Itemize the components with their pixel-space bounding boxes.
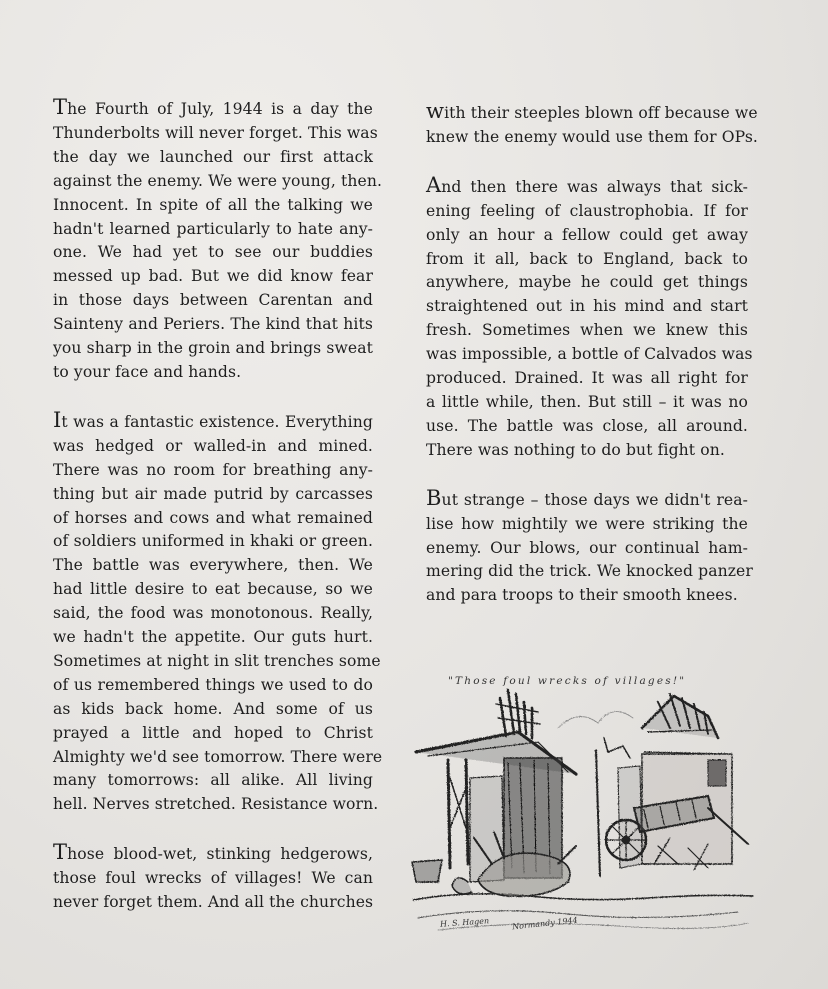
paragraph-fourth-of-july [53,95,383,385]
text-line: was hedged or walled-in and mined. [53,436,373,455]
text-line: to your face and hands. [53,362,242,381]
text-line: in those days between Carentan and [53,291,373,310]
text-line: Those blood-wet, stinking hedgerows, [53,840,373,865]
text-line: hell. Nerves stretched. Resistance worn. [53,795,379,814]
text-line: as kids back home. And some of us [53,699,373,718]
illustration-inscription: Normandy 1944 [511,915,578,932]
text-line: mering did the trick. We knocked panzer [426,562,753,581]
text-line: Innocent. In spite of all the talking we [53,195,373,214]
text-line: The Fourth of July, 1944 is a day the [53,95,373,119]
text-line: we hadn't the appetite. Our guts hurt. [53,628,373,647]
text-line: said, the food was monotonous. Really, [53,604,373,623]
paragraph-fantastic-existence [53,407,383,817]
text-line: Almighty we'd see tomorrow. There were [53,747,383,766]
text-line: knew the enemy would use them for OPs. [426,127,758,146]
paragraph-claustrophobia [426,172,753,463]
text-line: Sometimes at night in slit trenches some [53,651,381,670]
text-line: those foul wrecks of villages! We can [53,869,373,888]
text-line: many tomorrows: all alike. All living [53,771,373,790]
text-line: There was no room for breathing any- [53,460,373,479]
right-column [426,99,758,608]
text-line: one. We had yet to see our buddies [53,243,373,262]
text-line: But strange – those days we didn't rea- [426,485,748,510]
text-line: It was a fantastic existence. Everything [53,407,373,432]
text-line: against the enemy. We were young, then. [53,171,383,190]
text-line: Thunderbolts will never forget. This was [53,123,378,142]
text-line: fresh. Sometimes when we knew this [426,321,748,340]
artist-signature: H. S. Hagen [439,916,490,929]
text-line: of horses and cows and what remained [53,508,373,527]
text-line: straightened out in his mind and start [426,297,748,316]
paragraph-but-strange [426,485,753,609]
left-column [53,95,383,915]
text-line: a little while, then. But still – it was no [426,392,748,411]
text-line: of soldiers uniformed in khaki or green. [53,532,373,551]
text-line: from it all, back to England, back to [426,249,748,268]
text-line: The battle was everywhere, then. We [53,556,373,575]
text-line: hadn't learned particularly to hate any- [53,219,373,238]
text-line: and para troops to their smooth knees. [426,586,738,605]
text-line: ening feeling of claustrophobia. If for [426,201,748,220]
text-line: you sharp in the groin and brings sweat [53,339,373,358]
text-line: Sainteny and Periers. The kind that hits [53,315,373,334]
text-line: with their steeples blown off because we [426,99,758,123]
paragraph-steeples [426,99,758,150]
text-line: anywhere, maybe he could get things [426,273,748,292]
text-line: produced. Drained. It was all right for [426,369,748,388]
text-line: only an hour a fellow could get away [426,225,748,244]
text-line: And then there was always that sick- [426,172,748,197]
text-line: There was nothing to do but fight on. [426,440,725,459]
text-line: enemy. Our blows, our continual ham- [426,538,748,557]
text-line: the day we launched our first attack [53,147,373,166]
text-line: use. The battle was close, all around. [426,416,748,435]
text-line: of us remembered things we used to do [53,675,373,694]
illustration-caption: "Those foul wrecks of villages!" [448,675,687,687]
paragraph-hedgerows [53,841,373,915]
text-line: prayed a little and hoped to Christ [53,723,373,742]
text-line: was impossible, a bottle of Calvados was [426,345,753,364]
text-line: never forget them. And all the churches [53,893,374,912]
text-line: lise how mightily we were striking the [426,514,748,533]
village-ruins-illustration [408,668,758,940]
text-line: messed up bad. But we did know fear [53,267,373,286]
text-line: thing but air made putrid by carcasses [53,484,373,503]
text-line: had little desire to eat because, so we [53,580,373,599]
